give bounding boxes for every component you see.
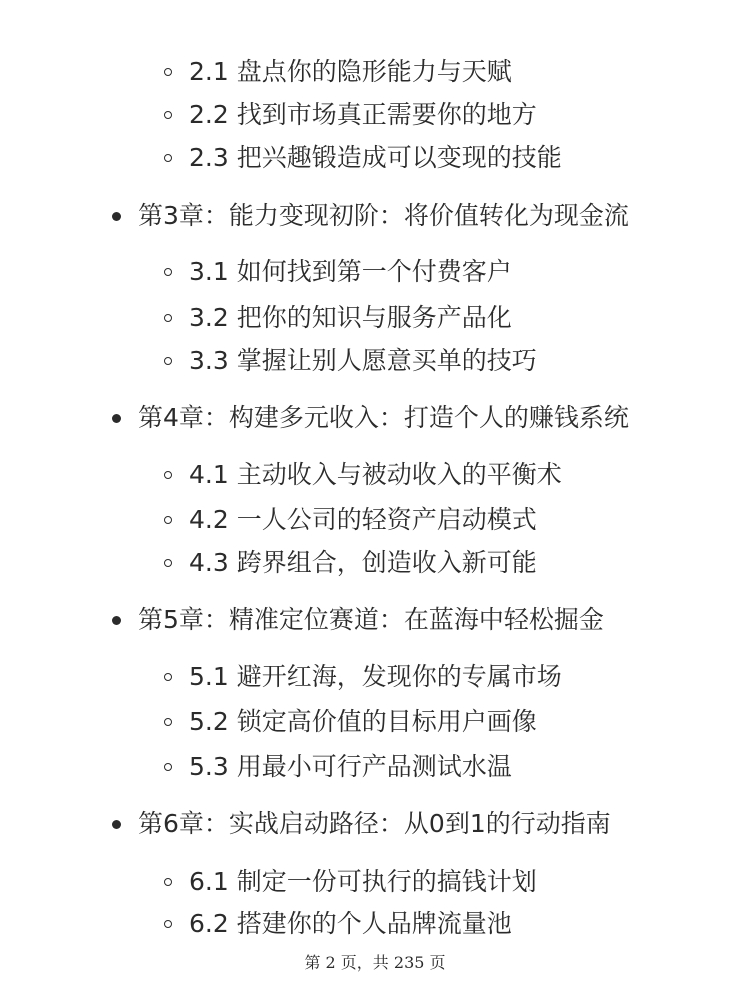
toc-chapter-text: 第5章：精准定位赛道：在蓝海中轻松掘金: [138, 605, 604, 634]
toc-section-2-3: [164, 142, 562, 174]
toc-chapter-5: [112, 604, 604, 636]
toc-section-text: 5.1 避开红海，发现你的专属市场: [189, 662, 562, 691]
toc-chapter-text: 第3章：能力变现初阶：将价值转化为现金流: [138, 201, 629, 230]
toc-section-text: 3.2 把你的知识与服务产品化: [189, 303, 512, 332]
toc-section-3-2: [164, 302, 512, 334]
toc-section-text: 4.1 主动收入与被动收入的平衡术: [189, 460, 562, 489]
toc-section-text: 4.3 跨界组合，创造收入新可能: [189, 548, 537, 577]
toc-section-text: 5.2 锁定高价值的目标用户画像: [189, 707, 537, 736]
toc-section-4-2: [164, 504, 537, 536]
toc-section-text: 2.3 把兴趣锻造成可以变现的技能: [189, 143, 562, 172]
hollow-bullet-icon: [164, 314, 172, 322]
hollow-bullet-icon: [164, 471, 172, 479]
toc-section-text: 3.3 掌握让别人愿意买单的技巧: [189, 346, 537, 375]
toc-section-4-1: [164, 459, 562, 491]
hollow-bullet-icon: [164, 718, 172, 726]
filled-bullet-icon: [112, 616, 121, 625]
hollow-bullet-icon: [164, 878, 172, 886]
toc-chapter-3: [112, 200, 629, 232]
toc-chapter-text: 第4章：构建多元收入：打造个人的赚钱系统: [138, 403, 629, 432]
toc-section-5-1: [164, 661, 562, 693]
hollow-bullet-icon: [164, 516, 172, 524]
toc-section-text: 4.2 一人公司的轻资产启动模式: [189, 505, 537, 534]
toc-chapter-4: [112, 402, 629, 434]
filled-bullet-icon: [112, 212, 121, 221]
hollow-bullet-icon: [164, 111, 172, 119]
toc-section-6-2: [164, 908, 512, 940]
toc-section-5-3: [164, 751, 512, 783]
toc-section-3-3: [164, 345, 537, 377]
toc-section-text: 2.1 盘点你的隐形能力与天赋: [189, 57, 512, 86]
toc-section-text: 6.1 制定一份可执行的搞钱计划: [189, 867, 537, 896]
hollow-bullet-icon: [164, 673, 172, 681]
toc-chapter-6: [112, 808, 611, 840]
toc-section-2-2: [164, 99, 537, 131]
hollow-bullet-icon: [164, 920, 172, 928]
filled-bullet-icon: [112, 414, 121, 423]
toc-section-text: 5.3 用最小可行产品测试水温: [189, 752, 512, 781]
filled-bullet-icon: [112, 820, 121, 829]
toc-section-2-1: [164, 56, 512, 88]
hollow-bullet-icon: [164, 68, 172, 76]
hollow-bullet-icon: [164, 357, 172, 365]
toc-section-5-2: [164, 706, 537, 738]
hollow-bullet-icon: [164, 559, 172, 567]
page-number: 第 2 页，共 235 页: [304, 953, 446, 972]
hollow-bullet-icon: [164, 763, 172, 771]
toc-chapter-text: 第6章：实战启动路径：从0到1的行动指南: [138, 809, 611, 838]
hollow-bullet-icon: [164, 268, 172, 276]
toc-section-text: 2.2 找到市场真正需要你的地方: [189, 100, 537, 129]
toc-section-text: 6.2 搭建你的个人品牌流量池: [189, 909, 512, 938]
toc-section-text: 3.1 如何找到第一个付费客户: [189, 257, 512, 286]
toc-section-6-1: [164, 866, 537, 898]
hollow-bullet-icon: [164, 154, 172, 162]
toc-section-4-3: [164, 547, 537, 579]
toc-section-3-1: [164, 256, 512, 288]
